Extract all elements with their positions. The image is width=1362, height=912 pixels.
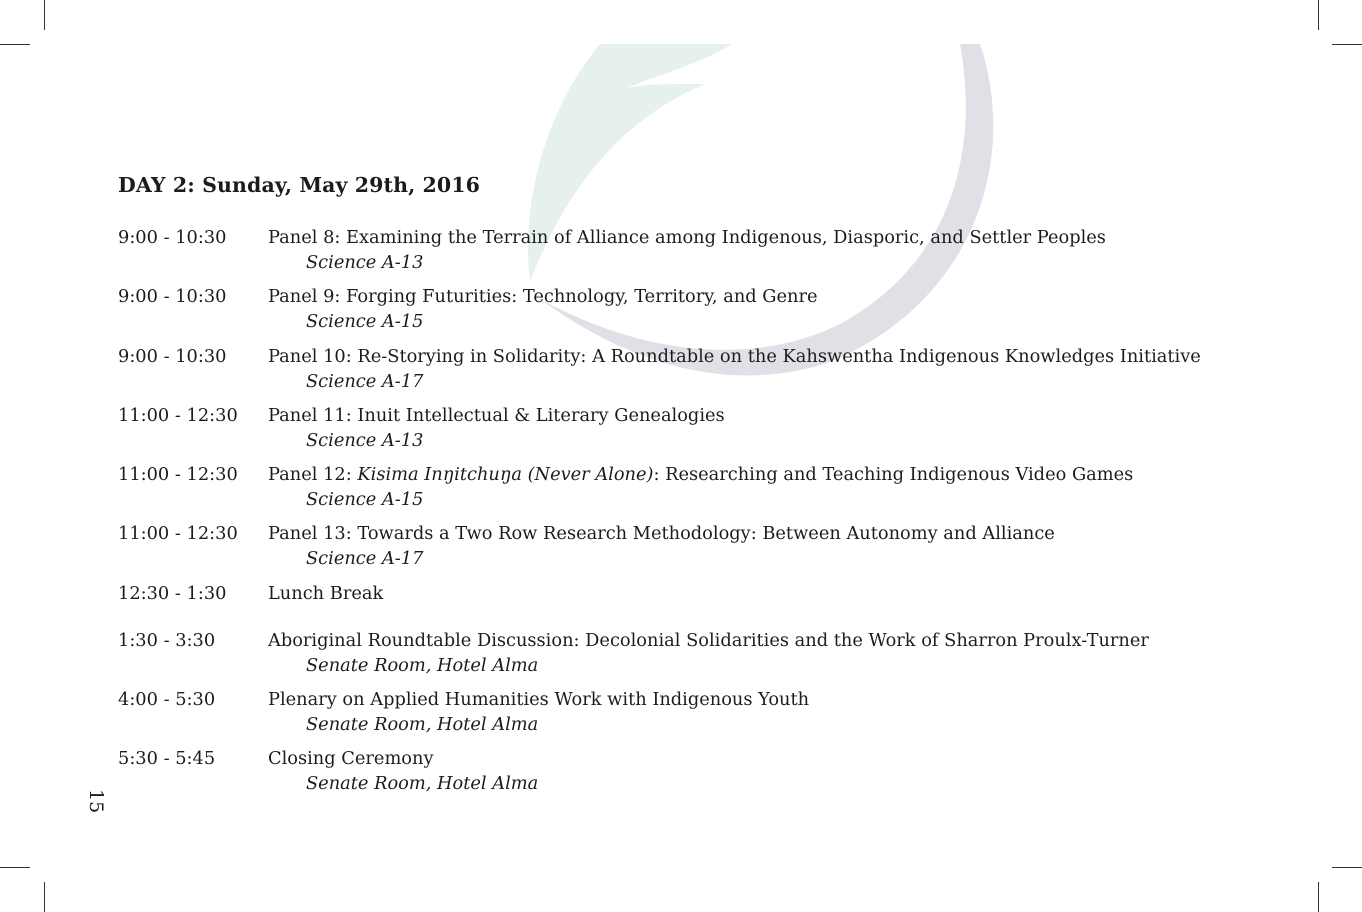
session-time: 4:00 - 5:30 — [118, 689, 216, 711]
crop-mark — [0, 44, 30, 45]
session-location: Science A-17 — [306, 548, 424, 570]
game-title: Kisima Inŋitchuŋa (Never Alone) — [357, 464, 654, 486]
session-time: 1:30 - 3:30 — [118, 629, 216, 651]
schedule-row — [118, 522, 1248, 581]
crop-mark — [44, 0, 45, 30]
session-title: Closing Ceremony — [268, 748, 434, 770]
crop-mark — [1332, 44, 1362, 45]
schedule-row — [118, 285, 1248, 344]
schedule-row — [118, 345, 1248, 404]
session-location: Science A-17 — [306, 370, 424, 392]
session-location: Science A-13 — [306, 252, 424, 273]
schedule-list — [118, 226, 1248, 807]
schedule-row — [118, 404, 1248, 463]
crop-mark — [1318, 882, 1319, 912]
crop-mark — [1332, 867, 1362, 868]
session-time: 11:00 - 12:30 — [118, 404, 238, 426]
session-title — [268, 463, 1133, 487]
session-time: 9:00 - 10:30 — [118, 286, 227, 308]
session-title: Panel 11: Inuit Intellectual & Literary Genealogies — [268, 404, 725, 426]
session-title: Panel 10: Re-Storying in Solidarity: A Roundtable on the Kahswentha Indigenous Knowledges Initiative — [268, 345, 1201, 367]
session-title: Plenary on Applied Humanities Work with Indigenous Youth — [268, 689, 810, 711]
session-time: 11:00 - 12:30 — [118, 523, 238, 545]
session-location: Senate Room, Hotel Alma — [306, 654, 539, 676]
session-title: Aboriginal Roundtable Discussion: Decolonial Solidarities and the Work of Sharron Proulx-Turner — [268, 629, 1149, 651]
session-time: 9:00 - 10:30 — [118, 227, 227, 248]
crop-mark — [44, 882, 45, 912]
session-location: Senate Room, Hotel Alma — [306, 714, 539, 736]
session-title: Panel 13: Towards a Two Row Research Methodology: Between Autonomy and Alliance — [268, 523, 1055, 545]
schedule-row — [118, 688, 1248, 747]
session-title: Panel 8: Examining the Terrain of Alliance among Indigenous, Diasporic, and Settler Peoples — [268, 227, 1106, 248]
session-title: Panel 9: Forging Futurities: Technology, Territory, and Genre — [268, 286, 818, 308]
page-number: 15 — [85, 789, 107, 814]
session-location: Science A-15 — [306, 489, 424, 511]
title-prefix: Panel 12: — [268, 464, 358, 486]
session-location: Senate Room, Hotel Alma — [306, 773, 539, 795]
session-time: 11:00 - 12:30 — [118, 464, 238, 486]
session-time: 9:00 - 10:30 — [118, 345, 227, 367]
schedule-row — [118, 582, 1248, 629]
session-time: 12:30 - 1:30 — [118, 582, 227, 604]
session-title: Lunch Break — [268, 582, 384, 604]
schedule-row — [118, 226, 1248, 285]
session-time: 5:30 - 5:45 — [118, 748, 216, 770]
crop-mark — [0, 867, 30, 868]
title-suffix: : Researching and Teaching Indigenous Video Games — [653, 464, 1134, 486]
schedule-row — [118, 747, 1248, 806]
session-location: Science A-13 — [306, 429, 424, 451]
crop-mark — [1318, 0, 1319, 30]
day-heading: DAY 2: Sunday, May 29th, 2016 — [118, 173, 481, 197]
session-location: Science A-15 — [306, 311, 424, 333]
schedule-row — [118, 629, 1248, 688]
schedule-row — [118, 463, 1248, 522]
